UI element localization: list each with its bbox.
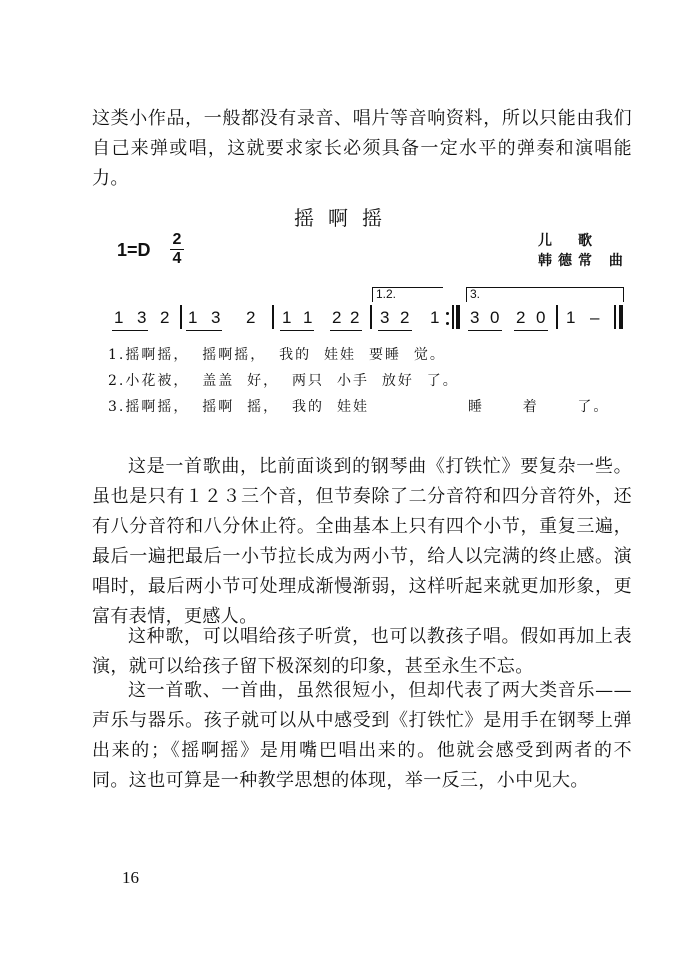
eighth-beam	[112, 330, 148, 331]
note: 1	[114, 308, 124, 327]
bar-line	[556, 305, 558, 329]
final-bar-thick	[619, 305, 623, 329]
bar-line	[180, 305, 182, 329]
body-paragraph-1: 这是一首歌曲，比前面谈到的钢琴曲《打铁忙》要复杂一些。虽也是只有１２３三个音，但节奏除了二分音符和四分音符外，还有八分音符和八分休止符。全曲基本上只有四个小节，重复三遍，最后一遍把最后一小节拉长成为两小节，给人以完满的终止感。演唱时，最后两小节可处理成渐慢渐弱，这样听起来就更加形象，更富有表情，更感人。	[92, 456, 632, 627]
note: 3	[137, 308, 147, 327]
page-number: 16	[122, 868, 139, 887]
note: 3	[380, 308, 390, 327]
eighth-beam	[280, 330, 314, 331]
note: 0	[490, 308, 500, 327]
eighth-beam	[330, 330, 362, 331]
final-bar-line	[614, 305, 616, 329]
note: 1	[303, 308, 313, 327]
lyricist-credit: 儿 歌	[538, 233, 598, 249]
note: 2	[400, 308, 410, 327]
eighth-beam	[514, 330, 548, 331]
song-title: 摇啊摇	[294, 206, 396, 230]
third-ending-label: 3.	[470, 287, 481, 301]
note: –	[590, 308, 600, 327]
time-signature	[170, 232, 184, 267]
note: 2	[350, 308, 360, 327]
eighth-beam	[378, 330, 412, 331]
note: 1	[566, 308, 576, 327]
eighth-beam	[186, 330, 222, 331]
song-key: 1=D	[117, 240, 151, 260]
note: 2	[246, 308, 256, 327]
note: 1	[282, 308, 292, 327]
composer-credit: 韩德常 曲	[538, 253, 629, 269]
repeat-dot	[446, 322, 449, 325]
body-paragraph-3: 这一首歌、一首曲，虽然很短小，但却代表了两大类音乐——声乐与器乐。孩子就可以从中感受到《打铁忙》是用手在钢琴上弹出来的；《摇啊摇》是用嘴巴唱出来的。他就会感受到两者的不同。这也可算是一种教学思想的体现，举一反三，小中见大。	[92, 680, 632, 791]
repeat-bar-line	[452, 305, 454, 329]
note: 1	[188, 308, 198, 327]
time-signature-top: 2	[172, 231, 182, 248]
note: 2	[516, 308, 526, 327]
eighth-beam	[468, 330, 502, 331]
note: 2	[160, 308, 170, 327]
note: 2	[332, 308, 342, 327]
note: 0	[536, 308, 546, 327]
note: 1	[430, 308, 440, 327]
third-ending-bracket	[466, 287, 624, 302]
lyric-verse-1: 1.摇啊摇， 摇啊摇， 我的 娃娃 要睡 觉。	[108, 347, 446, 363]
time-signature-bottom: 4	[172, 250, 182, 267]
note: 3	[470, 308, 480, 327]
note: 3	[211, 308, 221, 327]
lyric-verse-2: 2.小花被， 盖盖 好， 两只 小手 放好 了。	[108, 373, 459, 389]
first-ending-label: 1.2.	[376, 287, 397, 301]
lyric-verse-3: 3.摇啊摇， 摇啊 摇， 我的 娃娃	[108, 399, 369, 415]
bar-line	[272, 305, 274, 329]
lyric-verse-3-ending: 睡 着 了。	[468, 399, 610, 415]
bar-line	[370, 305, 372, 329]
intro-paragraph: 这类小作品，一般都没有录音、唱片等音响资料，所以只能由我们自己来弹或唱，这就要求家长必须具备一定水平的弹奏和演唱能力。	[92, 108, 632, 189]
first-ending-bracket	[372, 287, 443, 302]
repeat-bar-thick	[456, 305, 460, 329]
repeat-dot	[446, 312, 449, 315]
body-paragraph-2: 这种歌，可以唱给孩子听赏，也可以教孩子唱。假如再加上表演，就可以给孩子留下极深刻的印象，甚至永生不忘。	[92, 626, 632, 677]
numbered-notation-staff	[100, 275, 640, 345]
